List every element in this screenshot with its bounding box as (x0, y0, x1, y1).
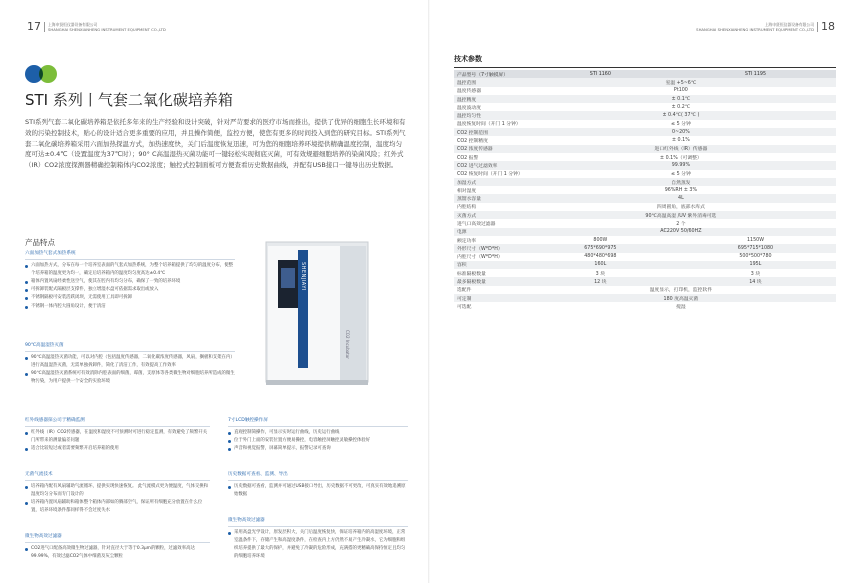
spec-cell: 675*690*975 (526, 244, 675, 252)
spec-cell: ± 0.4℃( 37℃ ) (526, 111, 836, 119)
table-row (454, 194, 836, 202)
spec-cell: ± 0.1%（可调整） (660, 155, 702, 161)
spec-cell: 温度波动度 (457, 105, 481, 111)
table-row (454, 170, 836, 178)
table-row (454, 236, 836, 244)
spec-cell: 容积 (454, 261, 526, 269)
spec-cell: 相对湿度 (457, 188, 477, 194)
table-row (454, 145, 836, 153)
spec-table (454, 70, 836, 311)
spec-cell: 90℃高温高湿 /UV 紫外消毒可选 (526, 211, 836, 219)
intro-paragraph: STI系列气套二氧化碳培养箱是依托多年来的生产经验和设计突破，针对严苛要求的医疗市场而推出，提供了优异的细胞生长环境和有效的污染控制技术，贴心的设计适合更多重要的应用，并且操作简便，监控方便，使您有更多的时间投入到您的研究目标。STI系列气套二氧化碳培养箱采用六面加热探温方式，加热速度快，关门后温度恢复迅速，可为您的细胞培养环境提供精确温度控制，温度均匀度可达±0.4℃（设置温度为37℃时）；90° C高温湿热灭菌功能可一键轻松实现彻底灭菌，可有效规避细胞培养的染菌风险；红外式（IR）CO2浓度探测器精确控制箱体内CO2浓度；触控式控制面板可方便查看历史数据曲线，并配有USB接口一键导出历史数据。 (25, 118, 406, 170)
table-row (454, 244, 836, 252)
spec-cell: 温度显示，打印机，监控软件 (649, 288, 713, 294)
spec-cell: 12 块 (526, 277, 675, 285)
product-label: SHENJIAYI (300, 262, 306, 291)
spec-cell: ± 0.1℃ (526, 95, 836, 103)
spec-cell: 3 块 (595, 271, 606, 277)
spec-cell: 搅湿 (676, 304, 686, 310)
spec-cell: ≤ 5 分钟 (671, 172, 691, 178)
page-number: 18 (821, 20, 835, 33)
table-row (454, 70, 836, 78)
spec-cell: 195L (675, 261, 836, 269)
table-row (454, 87, 836, 95)
table-row (454, 186, 836, 194)
table-row (454, 111, 836, 119)
feature-block-filter: 微生物高效过滤器 CO2进气口配备高效微生物过滤器，针对直径大于等于0.3μm的颗粒，过滤效率高达99.99%，有效过滤CO2气体中细菌及灰尘颗粒 (25, 533, 210, 561)
brand-dots-icon (25, 65, 59, 83)
header-right (696, 20, 835, 33)
spec-title: 技术参数 (454, 54, 836, 68)
spec-cell: 四周圆角，底部水库式 (656, 205, 705, 211)
company-cn: 上海申贤恒仪器设备有限公司 (48, 21, 98, 27)
table-row (454, 286, 836, 294)
table-row (454, 103, 836, 111)
spec-cell: 外形尺寸（W*D*H） (454, 244, 526, 252)
table-row (454, 277, 836, 285)
table-row (454, 253, 836, 261)
table-row (454, 219, 836, 227)
spec-cell: 室温 +5~6℃ (526, 78, 836, 86)
spec-cell: 进气口高效过滤器 (457, 221, 496, 227)
table-row (454, 294, 836, 302)
spec-cell: 内腔尺寸（W*D*H） (457, 255, 503, 261)
spec-cell: 加湿方式 (454, 178, 526, 186)
table-row (454, 161, 836, 169)
spec-cell: 3 块 (750, 271, 761, 277)
page-number: 17 (27, 20, 41, 33)
spec-cell: CO2 控制精度 (457, 139, 488, 145)
spec-cell: AC220V 50/60HZ (526, 228, 836, 236)
spec-cell: 1150W (746, 237, 764, 243)
spec-cell: 180 度高温灭菌 (526, 294, 836, 302)
spec-cell: 800W (593, 237, 608, 243)
table-row (454, 228, 836, 236)
spec-cell: 蒸馏水容量 (454, 194, 526, 202)
spec-cell: Pt100 (673, 88, 688, 94)
company-en: SHANGHAI SHENXIANHENG INSTRUMENT EQUIPMENT CO.,LTD (696, 26, 814, 32)
spec-cell: ± 0.2℃ (671, 104, 691, 110)
spec-cell: CO2 进气过滤效率 (454, 161, 526, 169)
spec-cell: 电源 (454, 228, 526, 236)
spec-cell: 160L (526, 261, 675, 269)
table-row (454, 136, 836, 144)
left-page (0, 0, 429, 583)
spec-cell: 温控范围 (454, 78, 526, 86)
table-row (454, 211, 836, 219)
spec-cell: 2 个 (676, 221, 686, 227)
table-row (454, 120, 836, 128)
table-row (454, 178, 836, 186)
spec-cell: 自然蒸发 (526, 178, 836, 186)
feature-block-lcd: 7寸LCD触控操作屏 直观控制简操作，可显示实时运行曲线，历史运行曲线 位于外门上面的安装位置方便易操控，电容触控屏触控灵敏操控体验好 声音和视觉报警，屏幕简单提示，报警记录可查询 (228, 417, 408, 453)
table-row (454, 153, 836, 161)
spec-cell: 0~20% (526, 128, 836, 136)
spec-cell: CO2 报警 (457, 155, 479, 161)
spec-cell: 产品型号（7寸触摸屏） (454, 70, 526, 78)
spec-cell: 选配件 (457, 288, 472, 294)
table-row (454, 261, 836, 269)
table-row (454, 95, 836, 103)
spec-cell: ± 0.1% (672, 138, 690, 144)
table-row (454, 269, 836, 277)
table-row (454, 128, 836, 136)
feature-block-airflow: 无菌气流技术 培养箱内配有风扇辅助气流循环，提供实现快速恢复。 此气流模式更为便温度，气体交换和湿度均匀分布而专门设计的 培养箱内置风扇辅助和箱体整个箱体内部如的腾部空气，保证所有细胞充分放置在什么位置，培养环境条件都同样得不会过度失水 (25, 471, 210, 515)
product-side-label: CO2 Incubator (345, 330, 350, 359)
spec-cell: 温控均匀性 (454, 111, 526, 119)
spec-cell: CO2 控制范围 (454, 128, 526, 136)
feature-block-sterilize: 90℃高温湿热灭菌 90℃高温湿热灭菌功能，可以对内腔（包括温度传感器，二氧化碳浓度传感器，风扇，搁板和支架在内）进行高温湿热灭菌，无需单独拆卸件，简化了清洁工作，有效提高工作效率 90℃高温湿热灭菌系统可有效消除内腔表面的细菌，霉菌，支原体等各类微生物对细胞培养所造成的微生物污染，为用户提供一个安全的实验环境 (25, 342, 235, 386)
spec-cell: 96%RH ± 3% (664, 187, 698, 193)
spec-cell: 温度传感器 (457, 89, 481, 95)
spec-cell: 最多隔板数量 (454, 277, 526, 285)
spec-cell: STI 1160 (526, 70, 675, 78)
spec-cell: 标准隔板数量 (457, 271, 486, 277)
page-title: STI 系列丨气套二氧化碳培养箱 (25, 91, 233, 109)
spec-cell: ≤ 5 分钟 (671, 122, 691, 128)
spec-cell: 温度恢复时间（开门 1 分钟） (457, 122, 521, 128)
spec-cell: 可选配 (457, 304, 472, 310)
spec-cell: 14 块 (675, 277, 836, 285)
header-left (27, 20, 166, 33)
table-row (454, 302, 836, 310)
incubator-image (263, 240, 371, 387)
spec-cell: 内腔结构 (457, 205, 477, 211)
feature-block-ir-sensor: 红外线感器探公司于精确监测 红外线（IR）CO2传感器，在温度和湿度不可预测时可进行稳定监测，有效避免了频繁开关门所带来的测量偏差问题 适合比较短过或者需要频繁开启培养箱的使用 (25, 417, 210, 453)
spec-cell: CO2 恢复时间（开门 1 分钟） (457, 172, 523, 178)
spec-cell: 4L (526, 194, 836, 202)
table-row (454, 203, 836, 211)
table-row (454, 78, 836, 86)
features-title: 产品特点 (25, 238, 55, 247)
spec-cell: 可定制 (454, 294, 526, 302)
spec-cell: 进口红外线（IR）传感器 (526, 145, 836, 153)
company-en: SHANGHAI SHENXIANHENG INSTRUMENT EQUIPMENT CO.,LTD (48, 26, 166, 32)
spec-cell: 500*500*780 (739, 254, 772, 260)
spec-cell: 灭菌方式 (454, 211, 526, 219)
spec-cell: 额定功率 (457, 238, 477, 244)
feature-block-heating: 六面加热气套式加热系统 六面加热方式，分布在每一个培养室表面的气套式加热系统，为整个培养箱提供了均匀的温度分布，使整个培养箱的温度更为均一，确定后培养箱内的温度均匀度高达±0.4℃ 箱体内置风扇经柔性送空气，使其在腔内有均匀分布，确保了一致的培养环境 可拆卸装配式隔板层支撑件，独立增湿水盘可依据需求取出或放入 不锈钢隔板可安装活跃闭坝，无需使用工具即可拆卸 不锈钢一体内腔大圆角设计，便于清洁 (25, 250, 235, 311)
spec-cell: 695*715*1080 (675, 244, 836, 252)
right-page (430, 0, 859, 583)
company-cn: 上海申贤恒仪器设备有限公司 (764, 21, 814, 27)
spec-cell: STI 1195 (675, 70, 836, 78)
spec-cell: 480*480*698 (584, 254, 617, 260)
feature-block-history: 历史数据可查看、监测、导出 历史数据可查看，监测并可通过USB接口导出，历史数据不可更改，可真实有效地追溯原始数据 (228, 471, 408, 499)
spec-cell: 99.99% (526, 161, 836, 169)
spec-cell: 温控精度 (454, 95, 526, 103)
feature-block-condensation: 微生物高效过滤器 采用高盘光学设计，原发层积大，关门后温度恢复快，保证培养箱内的高湿度环境，正常室温条件下，存储产生和高湿度条件，在检查内上方仍然不易产生冷凝水，它为细胞和组织培养提供了最大的保护，并避免了冷凝的危险形成，充满搭的更精确高保持恒定且均匀的细胞培养环境 (228, 517, 408, 561)
spec-cell: CO2 浓度传感器 (454, 145, 526, 153)
